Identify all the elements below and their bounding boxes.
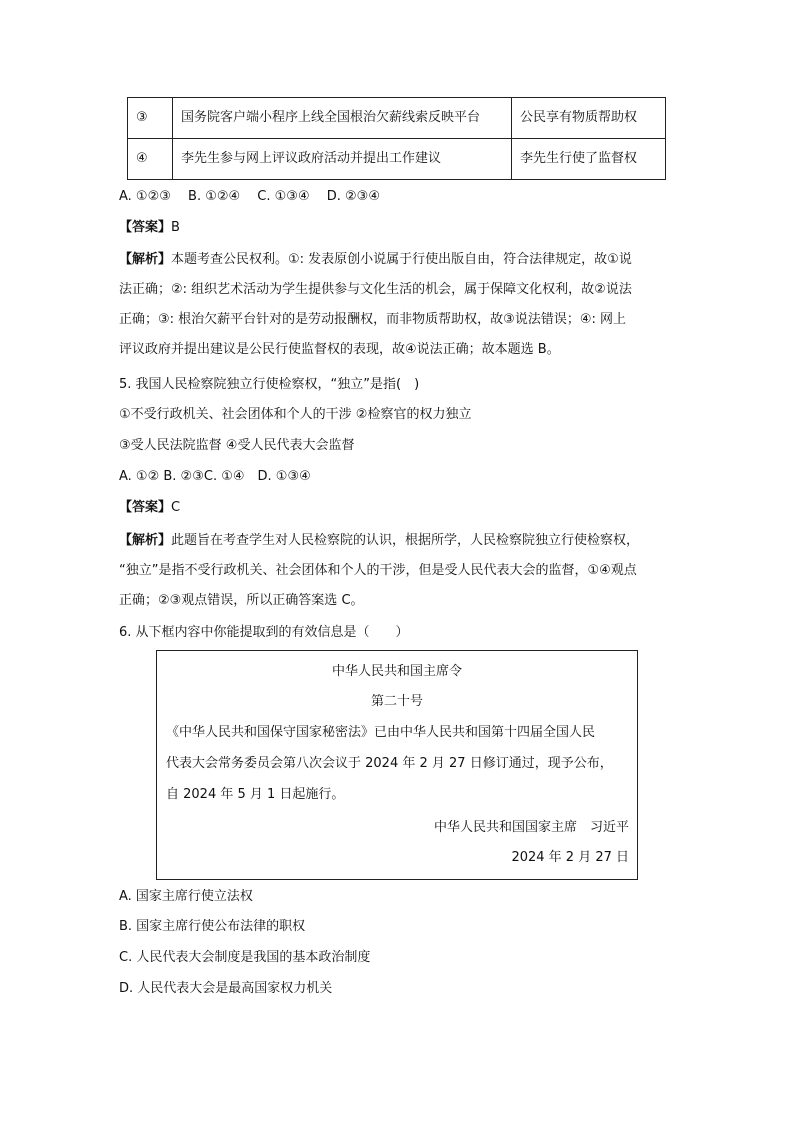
q4-choices: A. ①②③ B. ①②④ C. ①③④ D. ②③④ xyxy=(119,189,380,204)
analysis-tag: 【解析】 xyxy=(119,252,172,267)
analysis-line: 【解析】本题考查公民权利。①: 发表原创小说属于行使出版自由，符合法律规定，故①说 xyxy=(119,252,632,267)
row-event: 李先生参与网上评议政府活动并提出工作建议 xyxy=(173,139,512,180)
q5-answer xyxy=(119,498,180,518)
q6-stem: 6. 从下框内容中你能提取到的有效信息是（ ） xyxy=(119,625,409,640)
q6-option-d: D. 人民代表大会是最高国家权力机关 xyxy=(119,981,333,996)
row-number: ④ xyxy=(128,139,173,180)
analysis-line: 法正确；②: 组织艺术活动为学生提供参与文化生活的机会，属于保障文化权利，故②说法 xyxy=(119,282,632,297)
q4-option-table xyxy=(127,97,666,180)
q5-options-line-2: ③受人民法院监督 ④受人民代表大会监督 xyxy=(119,438,355,453)
analysis-line: 正确；③: 根治欠薪平台针对的是劳动报酬权，而非物质帮助权，故③说法错误；④: 网上 xyxy=(119,312,626,327)
row-event: 国务院客户端小程序上线全国根治欠薪线索反映平台 xyxy=(173,98,512,139)
table-row xyxy=(128,139,666,180)
order-signature: 中华人民共和国国家主席 习近平 xyxy=(433,820,629,835)
order-number: 第二十号 xyxy=(370,694,423,709)
q5-analysis xyxy=(119,526,689,616)
q4-analysis xyxy=(119,245,689,365)
order-date: 2024 年 2 月 27 日 xyxy=(511,850,629,865)
analysis-tag: 【解析】 xyxy=(119,533,172,548)
order-body-line: 自 2024 年 5 月 1 日起施行。 xyxy=(166,787,345,802)
answer-tag: 【答案】 xyxy=(119,220,172,235)
row-right: 公民享有物质帮助权 xyxy=(512,98,666,139)
table-row xyxy=(128,98,666,139)
analysis-line: 正确；②③观点错误，所以正确答案选 C。 xyxy=(119,593,364,608)
presidential-order-box xyxy=(156,650,638,880)
analysis-line: “独立”是指不受行政机关、社会团体和个人的干涉，但是受人民代表大会的监督，①④观点 xyxy=(119,563,637,578)
answer-tag: 【答案】 xyxy=(119,500,172,515)
row-right: 李先生行使了监督权 xyxy=(512,139,666,180)
order-body-line: 代表大会常务委员会第八次会议于 2024 年 2 月 27 日修订通过，现予公布， xyxy=(166,756,613,771)
answer-value: B xyxy=(171,220,180,235)
analysis-line: 评议政府并提出建议是公民行使监督权的表现，故④说法正确；故本题选 B。 xyxy=(119,342,560,357)
order-body-line: 《中华人民共和国保守国家秘密法》已由中华人民共和国第十四届全国人民 xyxy=(166,725,596,740)
q5-choices: A. ①② B. ②③C. ①④ D. ①③④ xyxy=(119,469,311,484)
answer-value: C xyxy=(171,500,181,515)
analysis-line: 【解析】此题旨在考查学生对人民检察院的认识，根据所学，人民检察院独立行使检察权， xyxy=(119,533,640,548)
row-number: ③ xyxy=(128,98,173,139)
q6-option-a: A. 国家主席行使立法权 xyxy=(119,889,253,904)
q4-answer xyxy=(119,218,180,238)
q6-option-c: C. 人民代表大会制度是我国的基本政治制度 xyxy=(119,950,371,965)
q6-option-b: B. 国家主席行使公布法律的职权 xyxy=(119,919,306,934)
order-title: 中华人民共和国主席令 xyxy=(331,664,462,679)
q5-options-line-1: ①不受行政机关、社会团体和个人的干涉 ②检察官的权力独立 xyxy=(119,407,472,422)
q5-stem: 5. 我国人民检察院独立行使检察权，“独立”是指( ) xyxy=(119,377,420,392)
